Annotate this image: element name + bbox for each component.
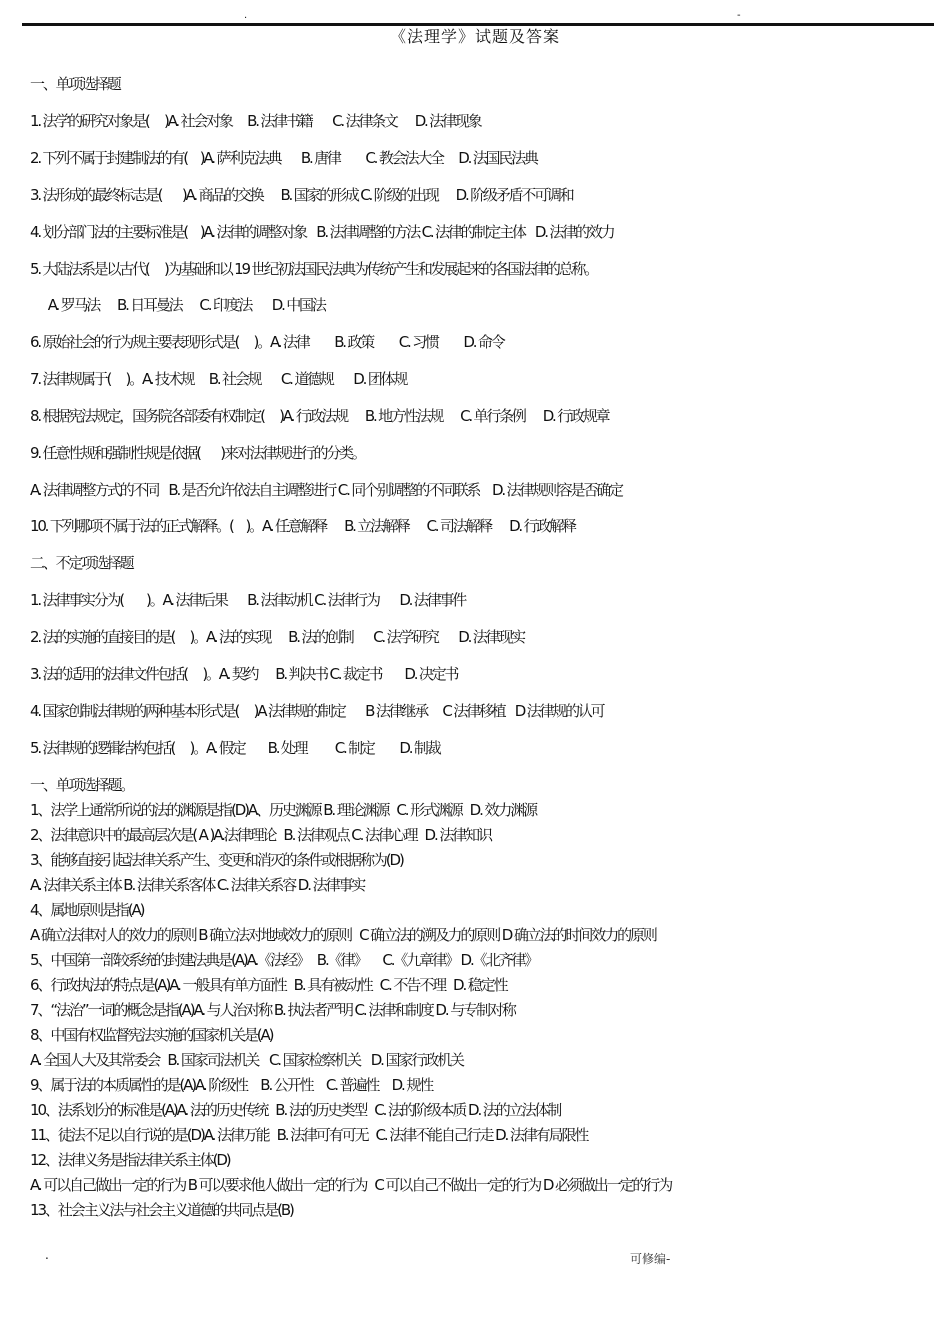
question-line: 5. 大陆法系是以古代( )为基础和以 19 世纪初法国民法典为传统产生和发展起来的各国法律的总称。 (30, 260, 598, 278)
answer-line: A. 全国人大及其常委会 B. 国家司法机关 C. 国家检察机关 D. 国家行政机关 (30, 1051, 463, 1069)
question-line: 7. 法律规属于( )。A. 技术规 B. 社会规 C. 道德规 D. 团体规 (30, 370, 407, 388)
answer-line: 6、行政执法的特点是(A)A. 一般具有单方面性 B. 具有被动性 C. 不告不理 D. 稳定性 (30, 976, 507, 994)
answer-line: 1、法学上通常所说的法的渊源是指(D)A、历史渊源 B. 理论渊源 C. 形式渊源 D. 效力渊源 (30, 801, 537, 819)
question-line: 3. 法形成的最终标志是( )A. 商品的交换 B. 国家的形成 C. 阶级的出现 D. 阶级矛盾不可调和 (30, 186, 573, 204)
answer-line: 7、“法治”一词的概念是指(A)A. 与人治对称 B. 执法者严明 C. 法律和制度 D. 与专制对称 (30, 1001, 515, 1019)
question-line: 2. 下列不属于封建制法的有( )A. 萨利克法典 B. 唐律 C. 教会法大全 D. 法国民法典 (30, 149, 537, 167)
answer-line: 5、中国第一部较系统的封建法典是(A)A.《法经》 B.《律》 C.《九章律》 D.《北齐律》 (30, 951, 538, 969)
section-heading: 一、单项选择题 (30, 75, 120, 93)
answer-line: 3、能够直接引起法律关系产生、变更和消灭的条件或根据称为(D) (30, 851, 403, 869)
question-line: 8. 根据宪法规定，国务院各部委有权制定( )A. 行政法规 B. 地方性法规 C. 单行条例 D. 行政规章 (30, 407, 609, 425)
question-line: 6. 原始社会的行为规主要表现形式是( )。A. 法律 B. 政策 C. 习惯 D. 命令 (30, 333, 504, 351)
answer-line: A 确立法律对人的效力的原则 B 确立法对地域效力的原则 C 确立法的溯及力的原则 D 确立法的时间效力的原则 (30, 926, 656, 944)
answer-line: 9、属于法的本质属性的是(A)A. 阶级性 B. 公开性 C. 普遍性 D. 规性 (30, 1076, 433, 1094)
answer-line: A. 可以自己做出一定的行为 B 可以要求他人做出一定的行为 C 可以自己不做出一定的行为 D 必须做出一定的行为 (30, 1176, 672, 1194)
question-line: 1. 法学的研究对象是( )A. 社会对象 B. 法律书籍 C. 法律条文 D. 法律现象 (30, 112, 481, 130)
section-heading: 一、单项选择题。 (30, 776, 134, 794)
header-rule (22, 23, 934, 26)
question-line: 2. 法的实施的直接目的是( )。A. 法的实现 B. 法的创制 C. 法学研究 D. 法律现实 (30, 628, 524, 646)
header-right-mark: - (737, 10, 741, 21)
header-left-mark: . (244, 10, 248, 21)
answer-line: 10、法系划分的标准是(A)A. 法的历史传统 B. 法的历史类型 C. 法的阶级本质 D. 法的立法体制 (30, 1101, 561, 1119)
answer-line: 8、中国有权监督宪法实施的国家机关是(A) (30, 1026, 273, 1044)
question-options: A. 法律调整方式的不同 B. 是否允许依法自主调整进行 C. 同个别调整的不同联系 D. 法律规则容是否确定 (30, 481, 622, 499)
question-line: 5. 法律规的逻辑结构包括( )。A. 假定 B. 处理 C. 制定 D. 制裁 (30, 739, 440, 757)
footer-note: 可修编- (630, 1252, 671, 1266)
question-line: 9. 任意性规和强制性规是依据( )来对法律规进行的分类。 (30, 444, 365, 462)
question-line: 10. 下列哪项不属于法的正式解释。( )。A. 任意解释 B. 立法解释 C. 司法解释 D. 行政解释 (30, 517, 575, 535)
question-line: 3. 法的适用的法律文件包括( )。A. 契约 B. 判决书 C. 裁定书 D. 决定书 (30, 665, 458, 683)
section-heading: 二、不定项选择题 (30, 554, 133, 572)
answer-line: A. 法律关系主体 B. 法律关系客体 C. 法律关系容 D. 法律事实 (30, 876, 365, 894)
answer-line: 13、社会主义法与社会主义道德的共同点是(B) (30, 1201, 293, 1219)
answer-line: 2、法律意识中的最高层次是( A )A.法律理论 B. 法律观点 C. 法律心理 D. 法律知识 (30, 826, 491, 844)
question-line: 4. 国家创制法律规的两种基本形式是( )A 法律规的制定 B 法律继承 C 法律移植 D 法律规的认可 (30, 702, 604, 720)
answer-line: 12、法律义务是指法律关系主体(D) (30, 1151, 230, 1169)
document-title: 《法理学》试题及答案 (389, 27, 560, 46)
answer-line: 11、徒法不足以自行说的是(D)A. 法律万能 B. 法律可有可无 C. 法律不能自己行走 D. 法律有局限性 (30, 1126, 588, 1144)
footer-left-mark: . (45, 1248, 49, 1262)
question-line: 1. 法律事实分为( )。A. 法律后果 B. 法律动机 C. 法律行为 D. 法律事件 (30, 591, 466, 609)
answer-line: 4、属地原则是指(A) (30, 901, 144, 919)
question-line: 4. 划分部门法的主要标准是( )A. 法律的调整对象 B. 法律调整的方法 C. 法律的制定主体 D. 法律的效力 (30, 223, 614, 241)
question-options: A. 罗马法 B. 日耳曼法 C. 印度法 D. 中国法 (40, 296, 325, 314)
